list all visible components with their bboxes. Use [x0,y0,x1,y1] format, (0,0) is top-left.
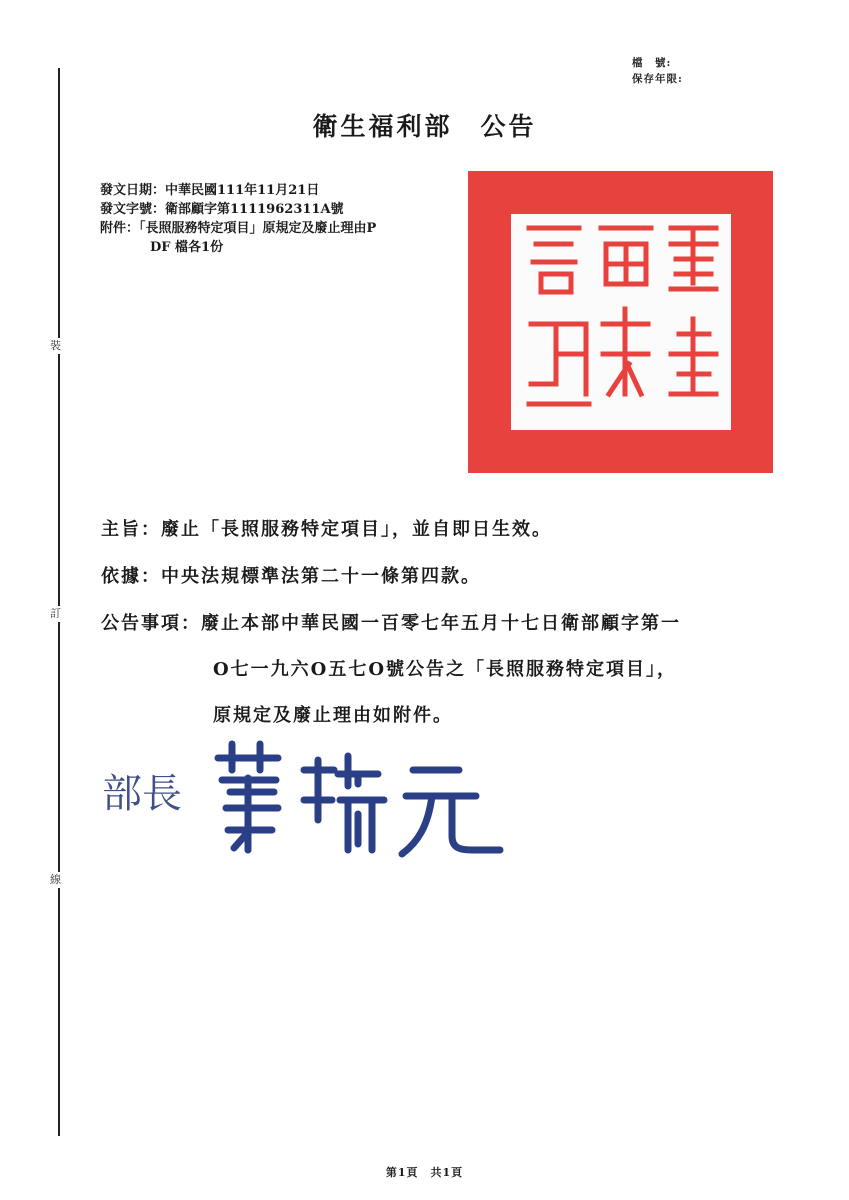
binding-mark-middle: 訂 [50,607,61,620]
subject-paragraph: 主旨：廢止「長照服務特定項目」，並自即日生效。 [101,519,552,540]
retention-period-label: 保存年限: [632,73,683,85]
official-seal [468,171,773,473]
basis-paragraph: 依據：中央法規標準法第二十一條第四款。 [101,566,481,587]
binding-line [58,68,60,1136]
binding-mark-bottom: 線 [50,873,61,886]
signature-label: 部長 [102,771,182,817]
archive-number-label: 檔 號: [632,57,672,69]
seal-glyphs-icon [511,214,731,430]
attachment-line-2: DF 檔各1份 [150,240,224,255]
attachment-line-1: 附件：「長照服務特定項目」原規定及廢止理由P [100,221,377,236]
document-number: 發文字號：衛部顧字第1111962311A號 [100,202,344,217]
document-title: 衛生福利部 公告 [312,112,537,141]
notice-line-1: 公告事項：廢止本部中華民國一百零七年五月十七日衛部顧字第一 [101,613,681,634]
binding-mark-top: 裝 [50,339,61,352]
notice-line-2: O七一九六O五七O號公告之「長照服務特定項目」， [213,659,678,680]
seal-inner-panel [511,214,731,430]
minister-signature-icon [208,730,508,860]
issue-date: 發文日期：中華民國111年11月21日 [100,183,320,198]
page-number: 第1頁 共1頁 [385,1166,464,1179]
notice-line-3: 原規定及廢止理由如附件。 [213,705,453,726]
